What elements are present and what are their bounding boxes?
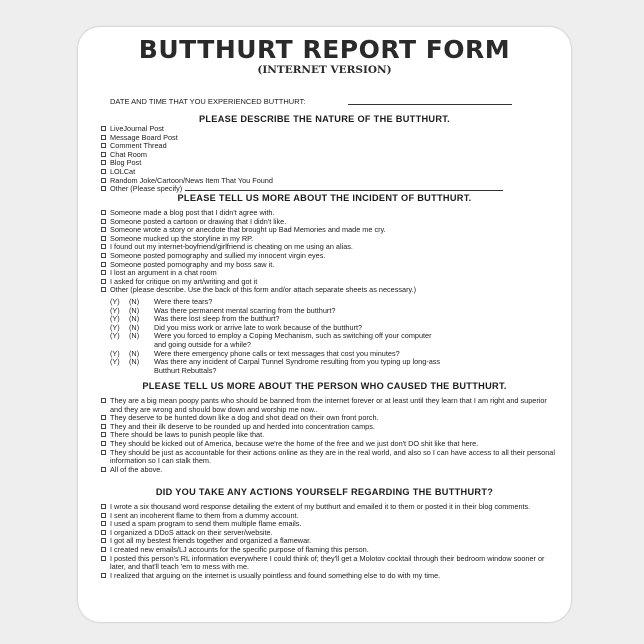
- actions-item-label: I used a spam program to send them multiple flame emails.: [110, 519, 302, 529]
- question-text: Was there any incident of Carpal Tunnel Syndrome resulting from you typing up long-ass: [154, 357, 441, 367]
- person-item-label: They are a big mean poopy pants who should be banned from the internet forever or at least until they learn that I am right and superior and they are wrong and should bow down and worship me now..: [110, 396, 547, 414]
- checkbox[interactable]: [101, 424, 106, 429]
- checkbox[interactable]: [101, 160, 106, 165]
- person-heading: PLEASE TELL US MORE ABOUT THE PERSON WHO CAUSED THE BUTTHURT.: [142, 381, 507, 391]
- question-text: Were you forced to employ a Coping Mechanism, such as switching off your computer: [154, 331, 432, 341]
- checkbox[interactable]: [101, 236, 106, 241]
- nature-item[interactable]: [101, 159, 561, 168]
- incident-questions: [110, 298, 550, 375]
- yes-option[interactable]: (Y): [110, 314, 120, 324]
- actions-item-label: I sent an incoherent flame to them from a dummy account.: [110, 510, 299, 520]
- checkbox[interactable]: [101, 573, 106, 578]
- actions-item-label: I got all my bestest friends together and organized a flamewar.: [110, 536, 312, 546]
- form-subtitle: (INTERNET VERSION): [257, 64, 392, 76]
- form-title: BUTTHURT REPORT FORM: [138, 35, 511, 64]
- checkbox[interactable]: [101, 547, 106, 552]
- actions-item[interactable]: [101, 572, 561, 581]
- checkbox[interactable]: [101, 530, 106, 535]
- checkbox[interactable]: [101, 279, 106, 284]
- checkbox[interactable]: [101, 219, 106, 224]
- nature-item-label: Random Joke/Cartoon/News Item That You Found: [110, 175, 273, 185]
- incident-item-label: I found out my internet-boyfriend/girlfriend is cheating on me using an alias.: [110, 242, 353, 252]
- actions-list: [101, 503, 561, 580]
- nature-item[interactable]: [101, 142, 561, 151]
- checkbox[interactable]: [101, 432, 106, 437]
- yes-option[interactable]: (Y): [110, 322, 120, 332]
- nature-item-label: Chat Room: [110, 149, 147, 159]
- checkbox[interactable]: [101, 504, 106, 509]
- yes-option[interactable]: (Y): [110, 305, 120, 315]
- checkbox[interactable]: [101, 135, 106, 140]
- incident-item-label: Someone posted a cartoon or drawing that I didn't like.: [110, 216, 287, 226]
- person-item-label: They should be kicked out of America, because we're the home of the free and we just don't DO shit like that here.: [110, 438, 479, 448]
- nature-item-label: Blog Post: [110, 158, 142, 168]
- incident-item-label: Someone posted pornography and sullied my innocent virgin eyes.: [110, 250, 326, 260]
- person-item[interactable]: [101, 466, 561, 475]
- checkbox[interactable]: [101, 227, 106, 232]
- incident-heading: PLEASE TELL US MORE ABOUT THE INCIDENT OF BUTTHURT.: [177, 193, 472, 203]
- no-option[interactable]: (N): [129, 314, 140, 324]
- checkbox[interactable]: [101, 287, 106, 292]
- actions-item[interactable]: [101, 555, 561, 572]
- question-text: Butthurt Rebuttals?: [154, 365, 217, 375]
- actions-heading: DID YOU TAKE ANY ACTIONS YOURSELF REGARDING THE BUTTHURT?: [155, 487, 494, 497]
- question-text: Were there emergency phone calls or text messages that cost you minutes?: [154, 348, 400, 358]
- checkbox[interactable]: [101, 152, 106, 157]
- checkbox[interactable]: [101, 210, 106, 215]
- incident-list: [101, 209, 561, 295]
- checkbox[interactable]: [101, 244, 106, 249]
- person-item-label: They and their ilk deserve to be rounded up and herded into concentration camps.: [110, 421, 375, 431]
- question-text: Were there tears?: [154, 297, 213, 306]
- nature-item-label: LiveJournal Post: [110, 124, 164, 133]
- checkbox[interactable]: [101, 398, 106, 403]
- question-text: and going outside for a while?: [154, 339, 251, 349]
- date-time-field[interactable]: [348, 104, 512, 105]
- person-item[interactable]: [101, 397, 561, 414]
- nature-item[interactable]: [101, 151, 561, 160]
- checkbox[interactable]: [101, 538, 106, 543]
- checkbox[interactable]: [101, 513, 106, 518]
- actions-item-label: I organized a DDoS attack on their server/website.: [110, 527, 273, 537]
- nature-item-label: Message Board Post: [110, 132, 178, 142]
- checkbox[interactable]: [101, 441, 106, 446]
- checkbox[interactable]: [101, 143, 106, 148]
- nature-item-label: LOLCat: [110, 166, 136, 176]
- yes-no-question[interactable]: [110, 358, 550, 375]
- checkbox[interactable]: [101, 126, 106, 131]
- yes-option[interactable]: (Y): [110, 331, 120, 341]
- incident-item-label: Someone wrote a story or anecdote that brought up Bad Memories and made me cry.: [110, 225, 386, 235]
- checkbox[interactable]: [101, 450, 106, 455]
- incident-item-label: Someone posted pornography and my boss saw it.: [110, 259, 275, 269]
- person-item-label: There should be laws to punish people like that.: [110, 430, 265, 440]
- person-item[interactable]: [101, 449, 561, 466]
- no-option[interactable]: (N): [129, 297, 140, 306]
- actions-item-label: I wrote a six thousand word response detailing the extent of my butthurt and emailed it to them or posted it in their blog comments.: [110, 502, 531, 511]
- incident-item-label: Someone made a blog post that I didn't agree with.: [110, 208, 275, 217]
- checkbox[interactable]: [101, 169, 106, 174]
- person-item-label: They deserve to be hunted down like a dog and shot dead on their own front porch.: [110, 413, 379, 423]
- nature-item-label: Other (Please specify): [110, 184, 183, 194]
- yes-no-question[interactable]: [110, 332, 550, 349]
- question-text: Was there permanent mental scarring from the butthurt?: [154, 305, 336, 315]
- incident-item-label: I lost an argument in a chat room: [110, 268, 217, 278]
- incident-item[interactable]: [101, 286, 561, 295]
- incident-item-label: Someone mucked up the storyline in my RP.: [110, 233, 254, 243]
- actions-item-label: I realized that arguing on the internet is usually pointless and found something else to do with my time.: [110, 570, 441, 580]
- other-specify-field[interactable]: [185, 190, 503, 191]
- incident-item-label: Other (please describe. Use the back of this form and/or attach separate sheets as necessary.): [110, 285, 417, 295]
- yes-option[interactable]: (Y): [110, 297, 120, 306]
- nature-list: [101, 125, 561, 194]
- person-item-label: All of the above.: [110, 464, 163, 474]
- no-option[interactable]: (N): [129, 305, 140, 315]
- checkbox[interactable]: [101, 186, 106, 191]
- checkbox[interactable]: [101, 556, 106, 561]
- checkbox[interactable]: [101, 467, 106, 472]
- actions-item-label: I created new emails/LJ accounts for the specific purpose of flaming this person.: [110, 544, 369, 554]
- checkbox[interactable]: [101, 270, 106, 275]
- date-time-label: DATE AND TIME THAT YOU EXPERIENCED BUTTHURT:: [110, 97, 306, 106]
- yes-option[interactable]: (Y): [110, 348, 120, 358]
- person-item-label: They should be just as accountable for their actions online as they are in the real world, and also so I can have access to all their personal information so I can stalk them.: [110, 447, 555, 466]
- no-option[interactable]: (N): [129, 331, 140, 341]
- nature-heading: PLEASE DESCRIBE THE NATURE OF THE BUTTHURT.: [198, 114, 451, 124]
- yes-option[interactable]: (Y): [110, 357, 120, 367]
- checkbox[interactable]: [101, 178, 106, 183]
- checkbox[interactable]: [101, 415, 106, 420]
- no-option[interactable]: (N): [129, 357, 140, 367]
- incident-item-label: I asked for critique on my art/writing and got it: [110, 276, 258, 286]
- question-text: Was there lost sleep from the butthurt?: [154, 314, 280, 324]
- checkbox[interactable]: [101, 521, 106, 526]
- checkbox[interactable]: [101, 262, 106, 267]
- person-list: [101, 397, 561, 474]
- no-option[interactable]: (N): [129, 348, 140, 358]
- nature-item[interactable]: [101, 134, 561, 143]
- no-option[interactable]: (N): [129, 322, 140, 332]
- question-text: Did you miss work or arrive late to work because of the butthurt?: [154, 322, 363, 332]
- nature-item-label: Comment Thread: [110, 141, 167, 151]
- actions-item-label: I posted this person's RL information everywhere I could think of; they'll get a Molotov cocktail through their bedroom window sooner or later, and that'll teach 'em to mess with me.: [110, 553, 545, 572]
- checkbox[interactable]: [101, 253, 106, 258]
